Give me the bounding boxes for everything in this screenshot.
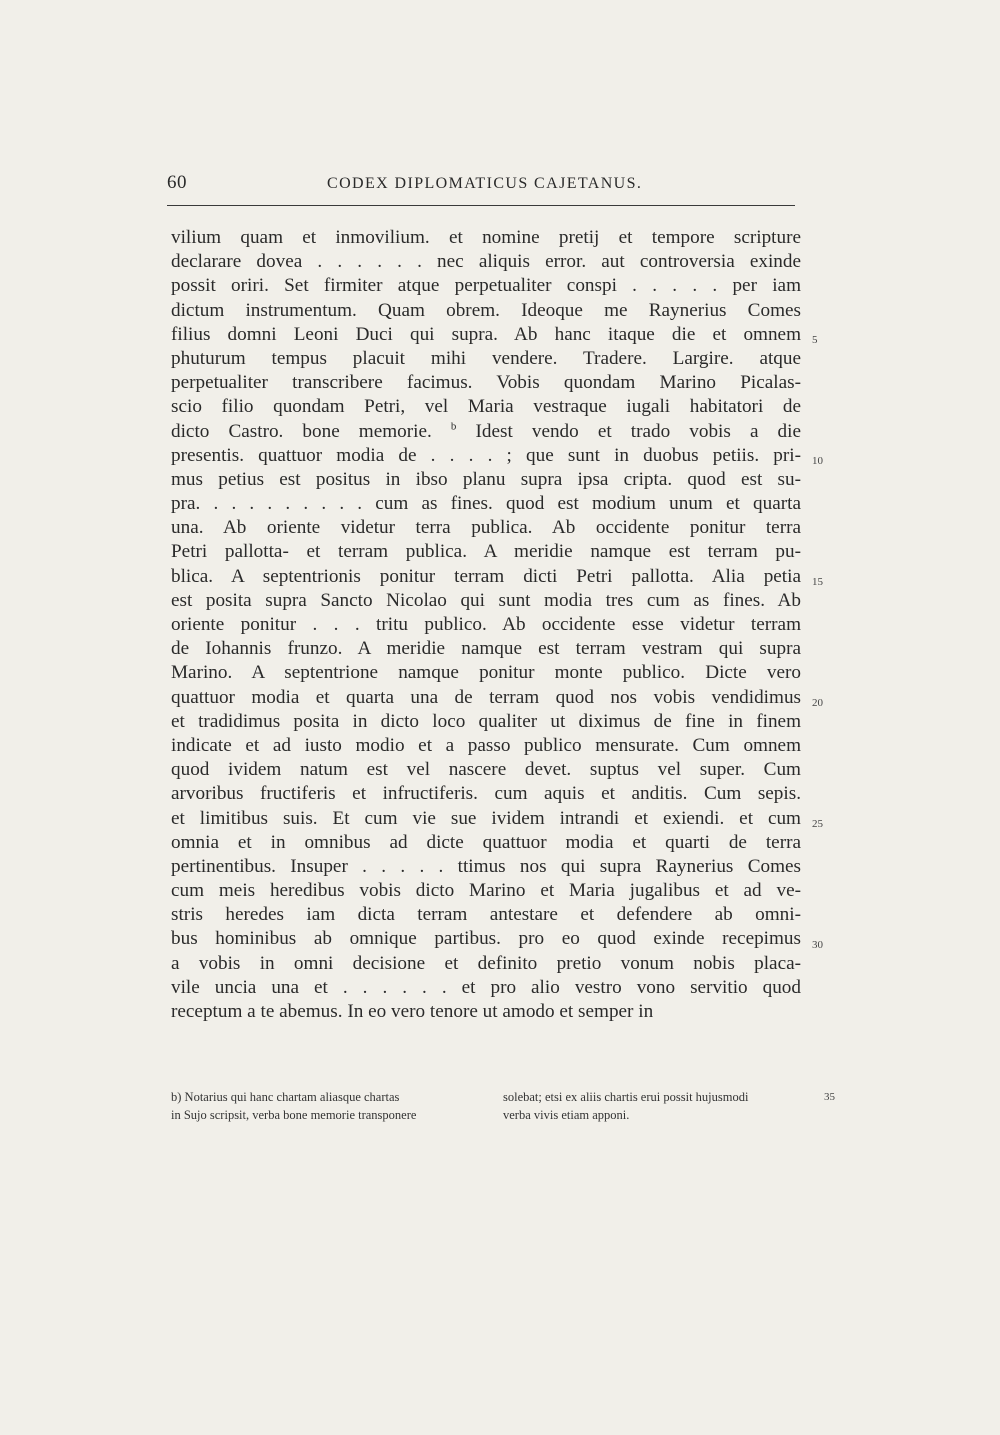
- text-line: Petri pallotta- et terram publica. A meridie namque est terram pu-: [171, 541, 801, 563]
- text-line: pertinentibus. Insuper . . . . . ttimus nos qui supra Raynerius Comes: [171, 855, 801, 877]
- line-number: 20: [812, 697, 823, 709]
- text-line: quod ividem natum est vel nascere devet. suptus vel super. Cum: [171, 759, 801, 781]
- line-number: 30: [812, 939, 823, 951]
- text-line: pra. . . . . . . . . . cum as fines. quod est modium unum et quarta: [171, 493, 801, 515]
- text-line: filius domni Leoni Duci qui supra. Ab hanc itaque die et omnem: [171, 323, 801, 345]
- text-line: perpetualiter transcribere facimus. Vobis quondam Marino Picalas-: [171, 372, 801, 394]
- text-line: receptum a te abemus. In eo vero tenore ut amodo et semper in: [171, 1001, 654, 1022]
- page-number: 60: [167, 172, 187, 193]
- text-line: vilium quam et inmovilium. et nomine pretij et tempore scripture: [171, 227, 801, 248]
- text-line: est posita supra Sancto Nicolao qui sunt modia tres cum as fines. Ab: [171, 589, 801, 611]
- text-line: possit oriri. Set firmiter atque perpetualiter conspi . . . . . per iam: [171, 275, 801, 297]
- text-line: cum meis heredibus vobis dicto Marino et Maria jugalibus et ad ve-: [171, 880, 801, 902]
- text-line: bus hominibus ab omnique partibus. pro eo quod exinde recepimus: [171, 928, 801, 950]
- footnote-right-column: [503, 1088, 748, 1124]
- footnote-line: in Sujo scripsit, verba bone memorie transponere: [171, 1108, 417, 1122]
- text-line: a vobis in omni decisione et definito pretio vonum nobis placa-: [171, 952, 801, 974]
- text-line: phuturum tempus placuit mihi vendere. Tradere. Largire. atque: [171, 347, 801, 369]
- text-line: presentis. quattuor modia de . . . . ; que sunt in duobus petiis. pri-: [171, 444, 801, 466]
- text-line: mus petius est positus in ibso planu supra ipsa cripta. quod est su-: [171, 468, 801, 490]
- line-number: 15: [812, 576, 823, 588]
- header-rule: [167, 205, 795, 206]
- text-line: oriente ponitur . . . tritu publico. Ab occidente esse videtur terram: [171, 614, 801, 635]
- text-line: vile uncia una et . . . . . . et pro alio vestro vono servitio quod: [171, 976, 801, 998]
- line-number: 5: [812, 334, 818, 346]
- footnote-line: verba vivis etiam apponi.: [503, 1108, 630, 1122]
- footnote-line: b) Notarius qui hanc chartam aliasque chartas: [171, 1090, 400, 1104]
- text-line: arvoribus fructiferis et infructiferis. cum aquis et anditis. Cum sepis.: [171, 783, 801, 805]
- text-line: blica. A septentrionis ponitur terram dicti Petri pallotta. Alia petia: [171, 565, 801, 587]
- text-line: quattuor modia et quarta una de terram quod nos vobis vendidimus: [171, 686, 801, 708]
- text-line: una. Ab oriente videtur terra publica. Ab occidente ponitur terra: [171, 517, 801, 539]
- line-number: 10: [812, 455, 823, 467]
- text-line-with-footnote: [171, 420, 801, 444]
- footnote-left-column: [171, 1088, 416, 1124]
- text-line: et tradidimus posita in dicto loco qualiter ut diximus de fine in finem: [171, 710, 801, 732]
- running-title: CODEX DIPLOMATICUS CAJETANUS.: [327, 175, 643, 192]
- text-segment: dicto Castro. bone memorie.: [171, 420, 451, 442]
- text-line: de Iohannis frunzo. A meridie namque est terram vestram qui supra: [171, 638, 801, 660]
- footnote-marker: b: [450, 420, 457, 433]
- text-line: et limitibus suis. Et cum vie sue ividem intrandi et exiendi. et cum: [171, 807, 801, 829]
- text-line: dictum instrumentum. Quam obrem. Ideoque me Raynerius Comes: [171, 299, 801, 321]
- text-line: indicate et ad iusto modio et a passo publico mensurate. Cum omnem: [171, 734, 801, 756]
- text-line: scio filio quondam Petri, vel Maria vestraque iugali habitatori de: [171, 396, 801, 418]
- line-number: 25: [812, 818, 823, 830]
- text-line: declarare dovea . . . . . . nec aliquis error. aut controversia exinde: [171, 251, 801, 273]
- footnote-line: solebat; etsi ex aliis chartis erui possit hujusmodi: [503, 1090, 749, 1104]
- text-segment: Idest vendo et trado vobis a die: [456, 420, 801, 442]
- text-line: stris heredes iam dicta terram antestare et defendere ab omni-: [171, 904, 801, 926]
- page-header: [167, 172, 795, 198]
- document-body: [171, 226, 801, 1024]
- footnote-line-number: 35: [824, 1091, 835, 1103]
- text-line: omnia et in omnibus ad dicte quattuor modia et quarti de terra: [171, 831, 801, 853]
- text-line: Marino. A septentrione namque ponitur monte publico. Dicte vero: [171, 662, 801, 684]
